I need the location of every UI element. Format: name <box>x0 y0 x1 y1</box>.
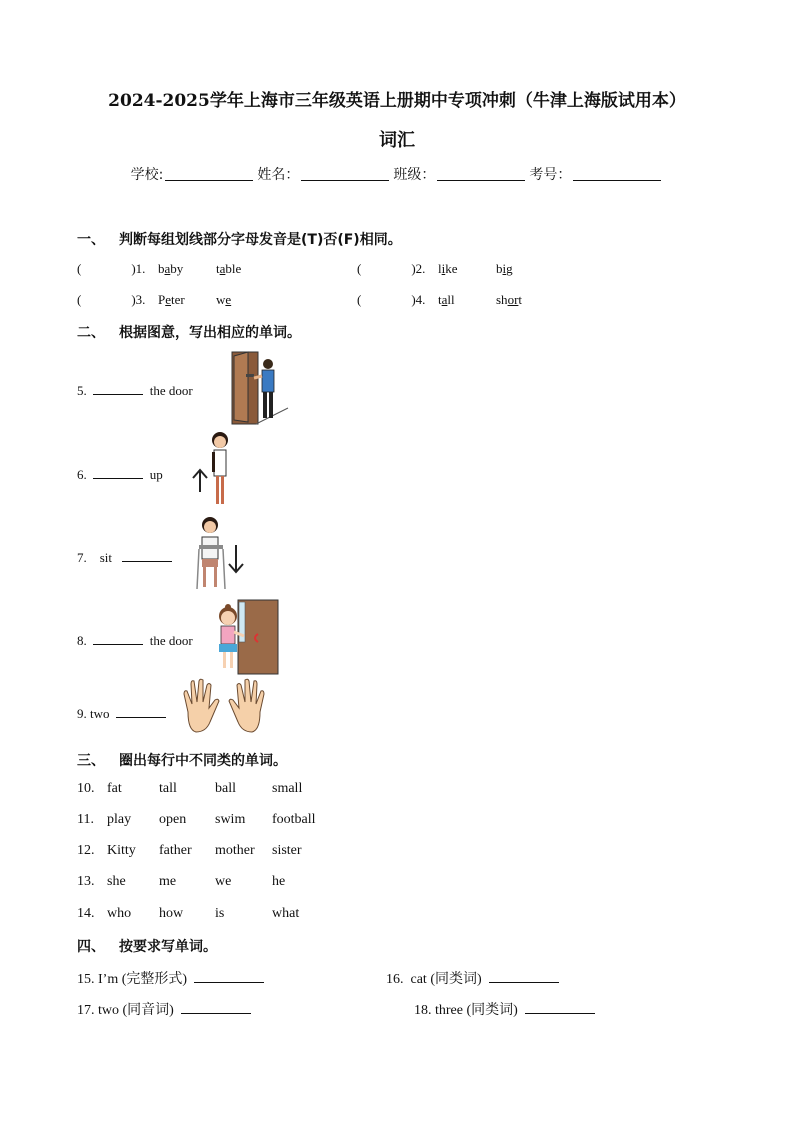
item-text: the door <box>149 633 193 648</box>
item-number: )1. <box>131 261 146 276</box>
odd-one-out-word[interactable]: sister <box>272 843 302 858</box>
phonics-word: like <box>438 261 458 276</box>
section3-title: 圈出每行中不同类的单词。 <box>119 753 287 769</box>
page-subtitle: 词汇 <box>379 130 415 151</box>
item-text: up <box>149 467 163 482</box>
odd-one-out-word[interactable]: we <box>215 874 232 889</box>
picture-item-8 <box>77 630 193 649</box>
item-number: )3. <box>131 292 146 307</box>
odd-one-out-number: 13. <box>77 874 95 889</box>
odd-one-out-word[interactable]: tall <box>159 781 177 796</box>
id-field[interactable] <box>573 164 661 181</box>
odd-one-out-number: 14. <box>77 906 95 921</box>
odd-one-out-word[interactable]: small <box>272 781 303 796</box>
section2-number: 二、 <box>77 325 105 341</box>
item-text: cat (同类词) <box>410 972 482 987</box>
answer-blank[interactable] <box>93 380 143 395</box>
phonics-item-1 <box>77 261 145 277</box>
picture-item-5 <box>77 380 193 399</box>
odd-one-out-word[interactable]: he <box>272 874 286 889</box>
phonics-item-2 <box>357 261 425 277</box>
odd-one-out-word[interactable]: father <box>159 843 192 858</box>
student-info <box>0 164 794 184</box>
item-number: 9. <box>77 706 87 721</box>
id-label: 考号： <box>529 167 572 183</box>
odd-one-out-word[interactable]: who <box>107 906 132 921</box>
page-title: 2024-2025学年上海市三年级英语上册期中专项冲刺（牛津上海版试用本） <box>108 91 686 111</box>
section4-heading <box>77 936 217 956</box>
odd-one-out-word[interactable]: football <box>272 812 316 827</box>
odd-one-out-word[interactable]: she <box>107 874 126 889</box>
write-item-18 <box>414 999 595 1019</box>
odd-one-out-number: 10. <box>77 781 95 796</box>
open-paren: ( <box>357 261 362 276</box>
phonics-word: we <box>216 292 232 307</box>
odd-one-out-word[interactable]: how <box>159 906 184 921</box>
odd-one-out-word[interactable]: swim <box>215 812 246 827</box>
answer-blank[interactable] <box>93 464 143 479</box>
item-number: 8. <box>77 633 87 648</box>
item-text: three (同类词) <box>435 1003 518 1018</box>
answer-blank[interactable] <box>525 999 595 1014</box>
odd-one-out-word[interactable]: fat <box>107 781 122 796</box>
write-item-15 <box>77 968 264 988</box>
open-paren: ( <box>357 292 362 307</box>
item-number: )4. <box>411 292 426 307</box>
section1-title: 判断每组划线部分字母发音是(T)否(F)相同。 <box>119 232 402 248</box>
item-text: the door <box>149 383 193 398</box>
odd-one-out-word[interactable]: what <box>272 906 300 921</box>
odd-one-out-number: 11. <box>77 812 94 827</box>
odd-one-out-word[interactable]: play <box>107 812 132 827</box>
odd-one-out-word[interactable]: me <box>159 874 177 889</box>
section3-heading <box>77 750 287 770</box>
picture-item-9 <box>77 703 166 722</box>
item-number: 5. <box>77 383 87 398</box>
phonics-word: big <box>496 261 513 276</box>
answer-blank[interactable] <box>489 968 559 983</box>
section3-number: 三、 <box>77 753 105 769</box>
school-field[interactable] <box>165 164 253 181</box>
phonics-word: table <box>216 261 242 276</box>
item-number: )2. <box>411 261 426 276</box>
odd-one-out-number: 12. <box>77 843 95 858</box>
item-text: I’m (完整形式) <box>98 972 188 987</box>
answer-blank[interactable] <box>194 968 264 983</box>
section4-number: 四、 <box>77 939 105 955</box>
item-number: 15. <box>77 972 95 987</box>
item-text: two (同音词) <box>98 1003 174 1018</box>
name-label: 姓名： <box>257 167 300 183</box>
sit-down-icon <box>194 515 248 593</box>
open-paren: ( <box>77 292 82 307</box>
class-field[interactable] <box>437 164 525 181</box>
phonics-word: Peter <box>158 292 185 307</box>
phonics-word: baby <box>158 261 184 276</box>
item-text: two <box>90 706 110 721</box>
item-number: 6. <box>77 467 87 482</box>
item-number: 7. <box>77 550 87 565</box>
answer-blank[interactable] <box>181 999 251 1014</box>
item-number: 18. <box>414 1003 432 1018</box>
name-field[interactable] <box>301 164 389 181</box>
phonics-word: short <box>496 292 523 307</box>
picture-item-6 <box>77 464 163 483</box>
school-label: 学校: <box>130 167 164 183</box>
phonics-item-4 <box>357 292 425 308</box>
section2-title: 根据图意，写出相应的单词。 <box>119 325 301 341</box>
door-open-icon <box>226 350 290 426</box>
section4-title: 按要求写单词。 <box>119 939 217 955</box>
answer-blank[interactable] <box>122 547 172 562</box>
close-door-icon <box>212 598 280 676</box>
section1-number: 一、 <box>77 232 105 248</box>
section2-heading <box>77 322 301 342</box>
write-item-17 <box>77 999 251 1019</box>
picture-item-7 <box>77 547 172 566</box>
phonics-word: tall <box>438 292 455 307</box>
section1-heading <box>77 229 402 249</box>
hands-icon <box>180 678 268 738</box>
odd-one-out-word[interactable]: open <box>159 812 187 827</box>
odd-one-out-word[interactable]: is <box>215 906 225 921</box>
answer-blank[interactable] <box>116 703 166 718</box>
open-paren: ( <box>77 261 82 276</box>
item-number: 16. <box>386 972 404 987</box>
item-number: 17. <box>77 1003 95 1018</box>
answer-blank[interactable] <box>93 630 143 645</box>
phonics-item-3 <box>77 292 145 308</box>
item-text: sit <box>99 550 113 565</box>
odd-one-out-word[interactable]: Kitty <box>107 843 136 858</box>
odd-one-out-word[interactable]: ball <box>215 781 236 796</box>
write-item-16 <box>386 968 559 988</box>
stand-up-icon <box>188 430 238 508</box>
class-label: 班级： <box>393 167 436 183</box>
odd-one-out-word[interactable]: mother <box>215 843 255 858</box>
